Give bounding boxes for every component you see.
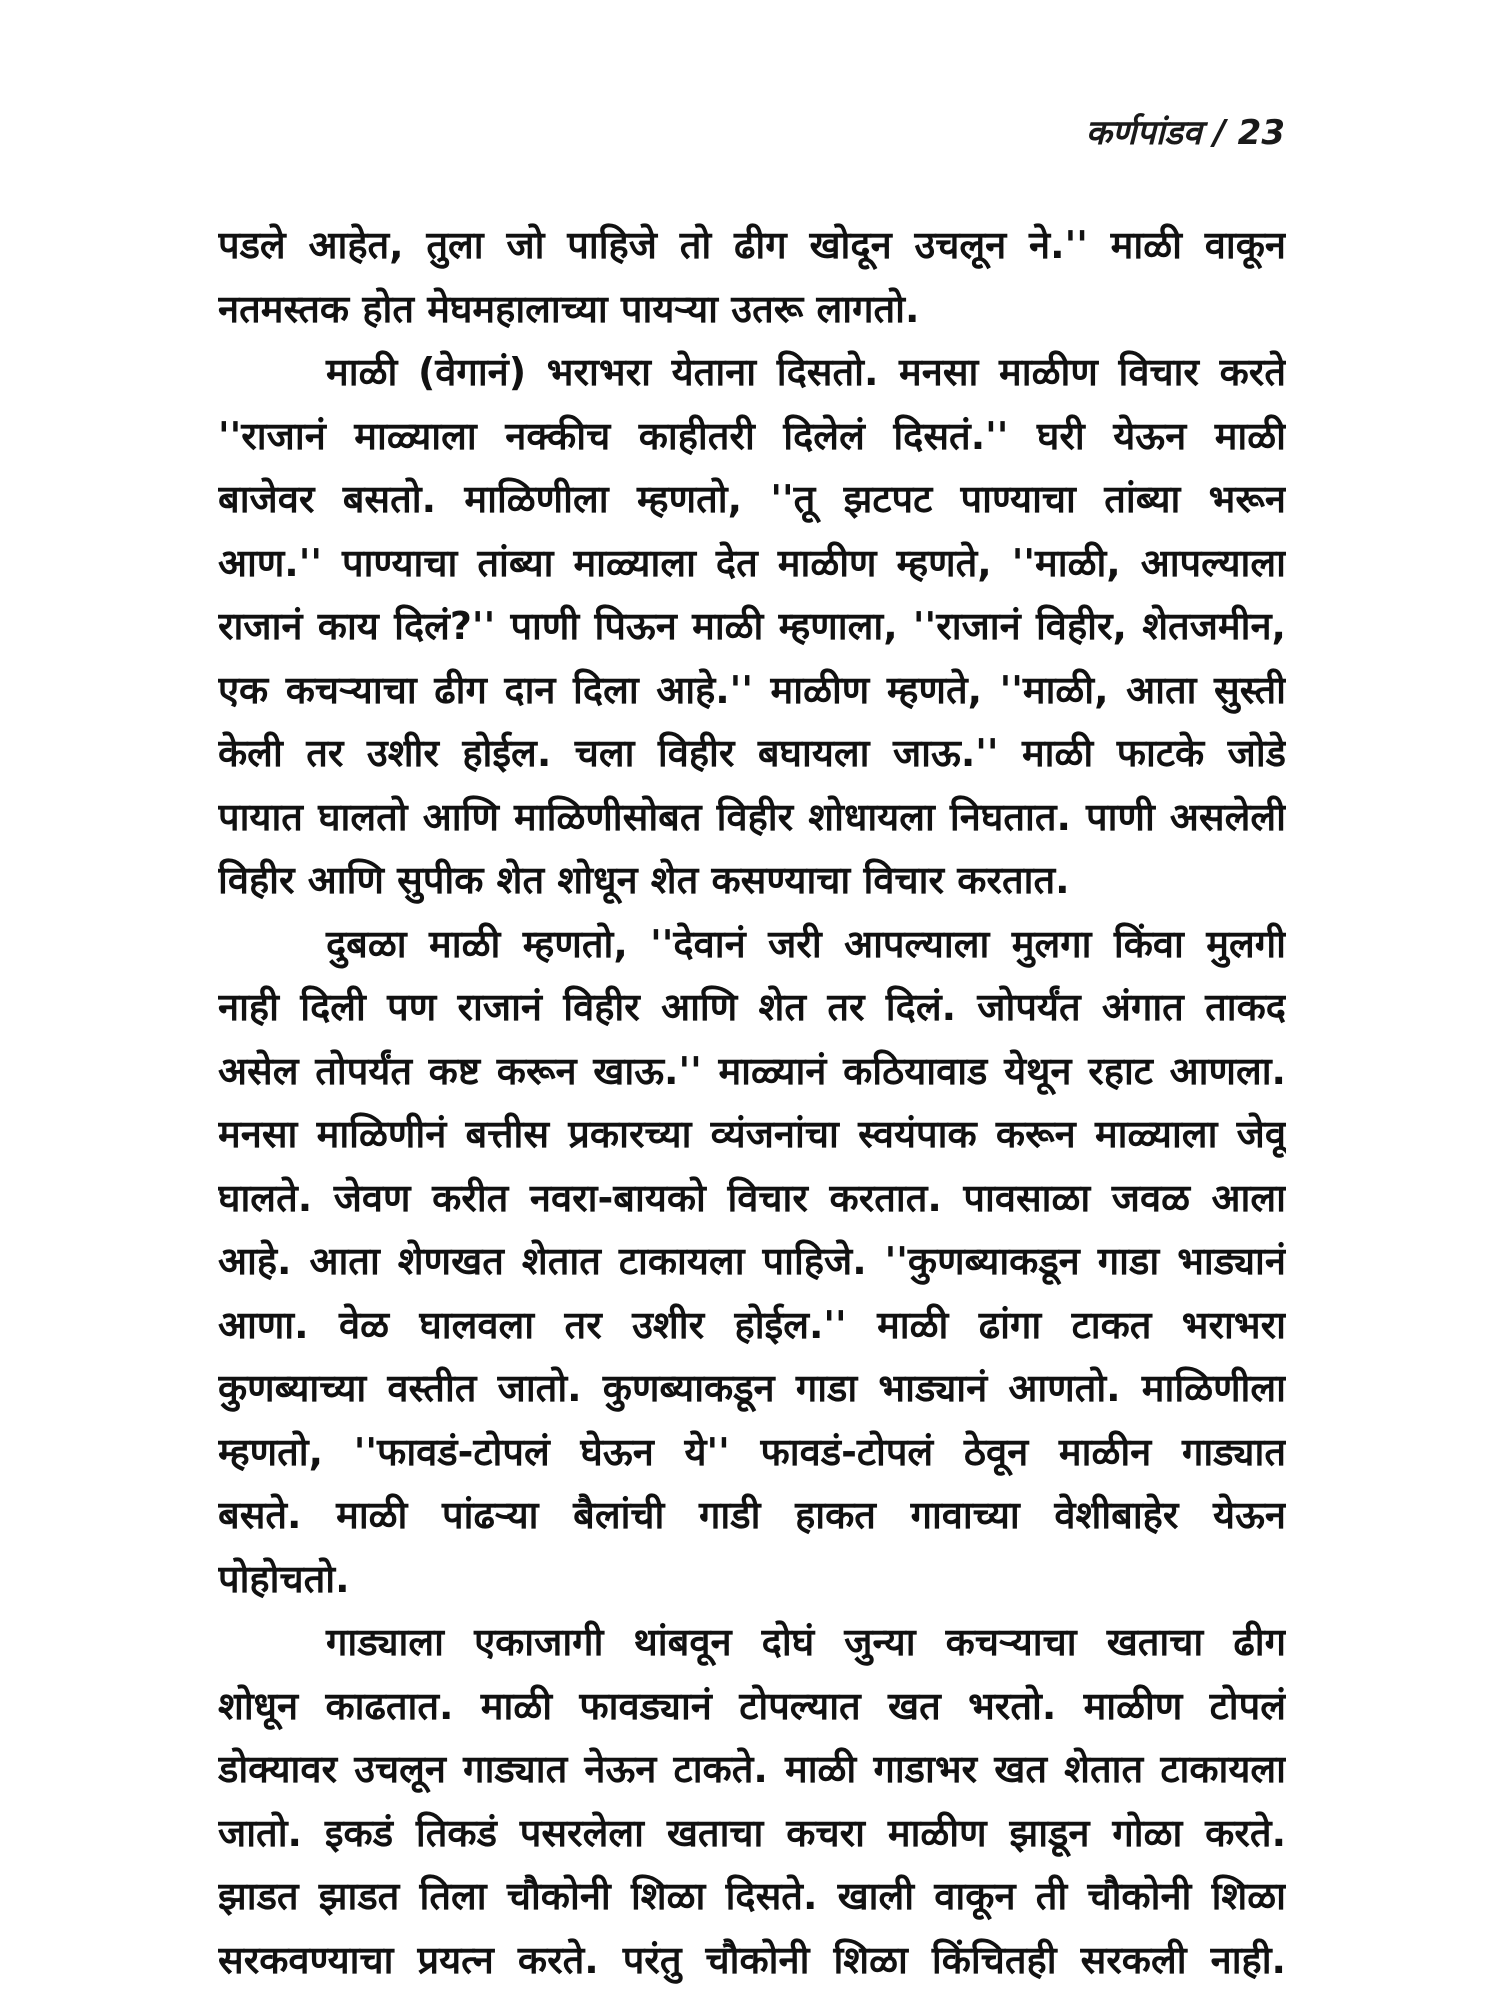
text-line: असेल तोपर्यंत कष्ट करून खाऊ.'' माळ्यानं कठियावाड येथून रहाट आणला.	[218, 1048, 1286, 1093]
text-line: म्हणतो, ''फावडं-टोपलं घेऊन ये'' फावडं-टोपलं ठेवून माळीन गाड्यात	[218, 1429, 1286, 1474]
text-line: माळी (वेगानं) भराभरा येताना दिसतो. मनसा माळीण विचार करते	[326, 350, 1286, 394]
text-line: शोधून काढतात. माळी फावड्यानं टोपल्यात खत भरतो. माळीण टोपलं	[218, 1683, 1286, 1728]
text-line: राजानं काय दिलं?'' पाणी पिऊन माळी म्हणाला, ''राजानं विहीर, शेतजमीन,	[218, 604, 1286, 648]
text-line: पोहोचतो.	[218, 1556, 350, 1601]
text-line: दुबळा माळी म्हणतो, ''देवानं जरी आपल्याला मुलगा किंवा मुलगी	[326, 921, 1286, 966]
text-line: नाही दिली पण राजानं विहीर आणि शेत तर दिलं. जोपर्यंत अंगात ताकद	[218, 985, 1286, 1029]
text-line: ''राजानं माळ्याला नक्कीच काहीतरी दिलेलं दिसतं.'' घरी येऊन माळी	[218, 413, 1286, 458]
text-line: बाजेवर बसतो. माळिणीला म्हणतो, ''तू झटपट पाण्याचा तांब्या भरून	[218, 477, 1286, 521]
text-line: सरकवण्याचा प्रयत्न करते. परंतु चौकोनी शिळा किंचितही सरकली नाही.	[218, 1937, 1286, 1982]
text-line: नतमस्तक होत मेघमहालाच्या पायऱ्या उतरू लागतो.	[218, 286, 920, 331]
text-line: पायात घालतो आणि माळिणीसोबत विहीर शोधायला निघतात. पाणी असलेली	[218, 794, 1286, 839]
text-line: आणा. वेळ घालवला तर उशीर होईल.'' माळी ढांगा टाकत भराभरा	[218, 1302, 1286, 1347]
text-line: केली तर उशीर होईल. चला विहीर बघायला जाऊ.'' माळी फाटके जोडे	[218, 731, 1286, 775]
text-line: एक कचऱ्याचा ढीग दान दिला आहे.'' माळीण म्हणते, ''माळी, आता सुस्ती	[218, 667, 1286, 712]
text-line: डोक्यावर उचलून गाड्यात नेऊन टाकते. माळी गाडाभर खत शेतात टाकायला	[218, 1747, 1286, 1791]
text-line: जातो. इकडं तिकडं पसरलेला खताचा कचरा माळीण झाडून गोळा करते.	[218, 1810, 1286, 1855]
text-line: झाडत झाडत तिला चौकोनी शिळा दिसते. खाली वाकून ती चौकोनी शिळा	[218, 1874, 1286, 1918]
text-line: गाड्याला एकाजागी थांबवून दोघं जुन्या कचऱ्याचा खताचा ढीग	[326, 1620, 1286, 1664]
text-line: मनसा माळिणीनं बत्तीस प्रकारच्या व्यंजनांचा स्वयंपाक करून माळ्याला जेवू	[218, 1112, 1286, 1156]
text-line: घालते. जेवण करीत नवरा-बायको विचार करतात. पावसाळा जवळ आला	[218, 1175, 1286, 1220]
text-line: आहे. आता शेणखत शेतात टाकायला पाहिजे. ''कुणब्याकडून गाडा भाड्यानं	[218, 1239, 1286, 1283]
page-body-text	[218, 214, 1286, 1992]
text-line: बसते. माळी पांढऱ्या बैलांची गाडी हाकत गावाच्या वेशीबाहेर येऊन	[218, 1493, 1286, 1537]
running-header: कर्णपांडव / 23	[1085, 113, 1285, 153]
text-line: आण.'' पाण्याचा तांब्या माळ्याला देत माळीण म्हणते, ''माळी, आपल्याला	[218, 540, 1286, 585]
text-line: कुणब्याच्या वस्तीत जातो. कुणब्याकडून गाडा भाड्यानं आणतो. माळिणीला	[218, 1366, 1286, 1410]
text-line: विहीर आणि सुपीक शेत शोधून शेत कसण्याचा विचार करतात.	[218, 858, 1070, 902]
text-line: पडले आहेत, तुला जो पाहिजे तो ढीग खोदून उचलून ने.'' माळी वाकून	[218, 223, 1286, 267]
